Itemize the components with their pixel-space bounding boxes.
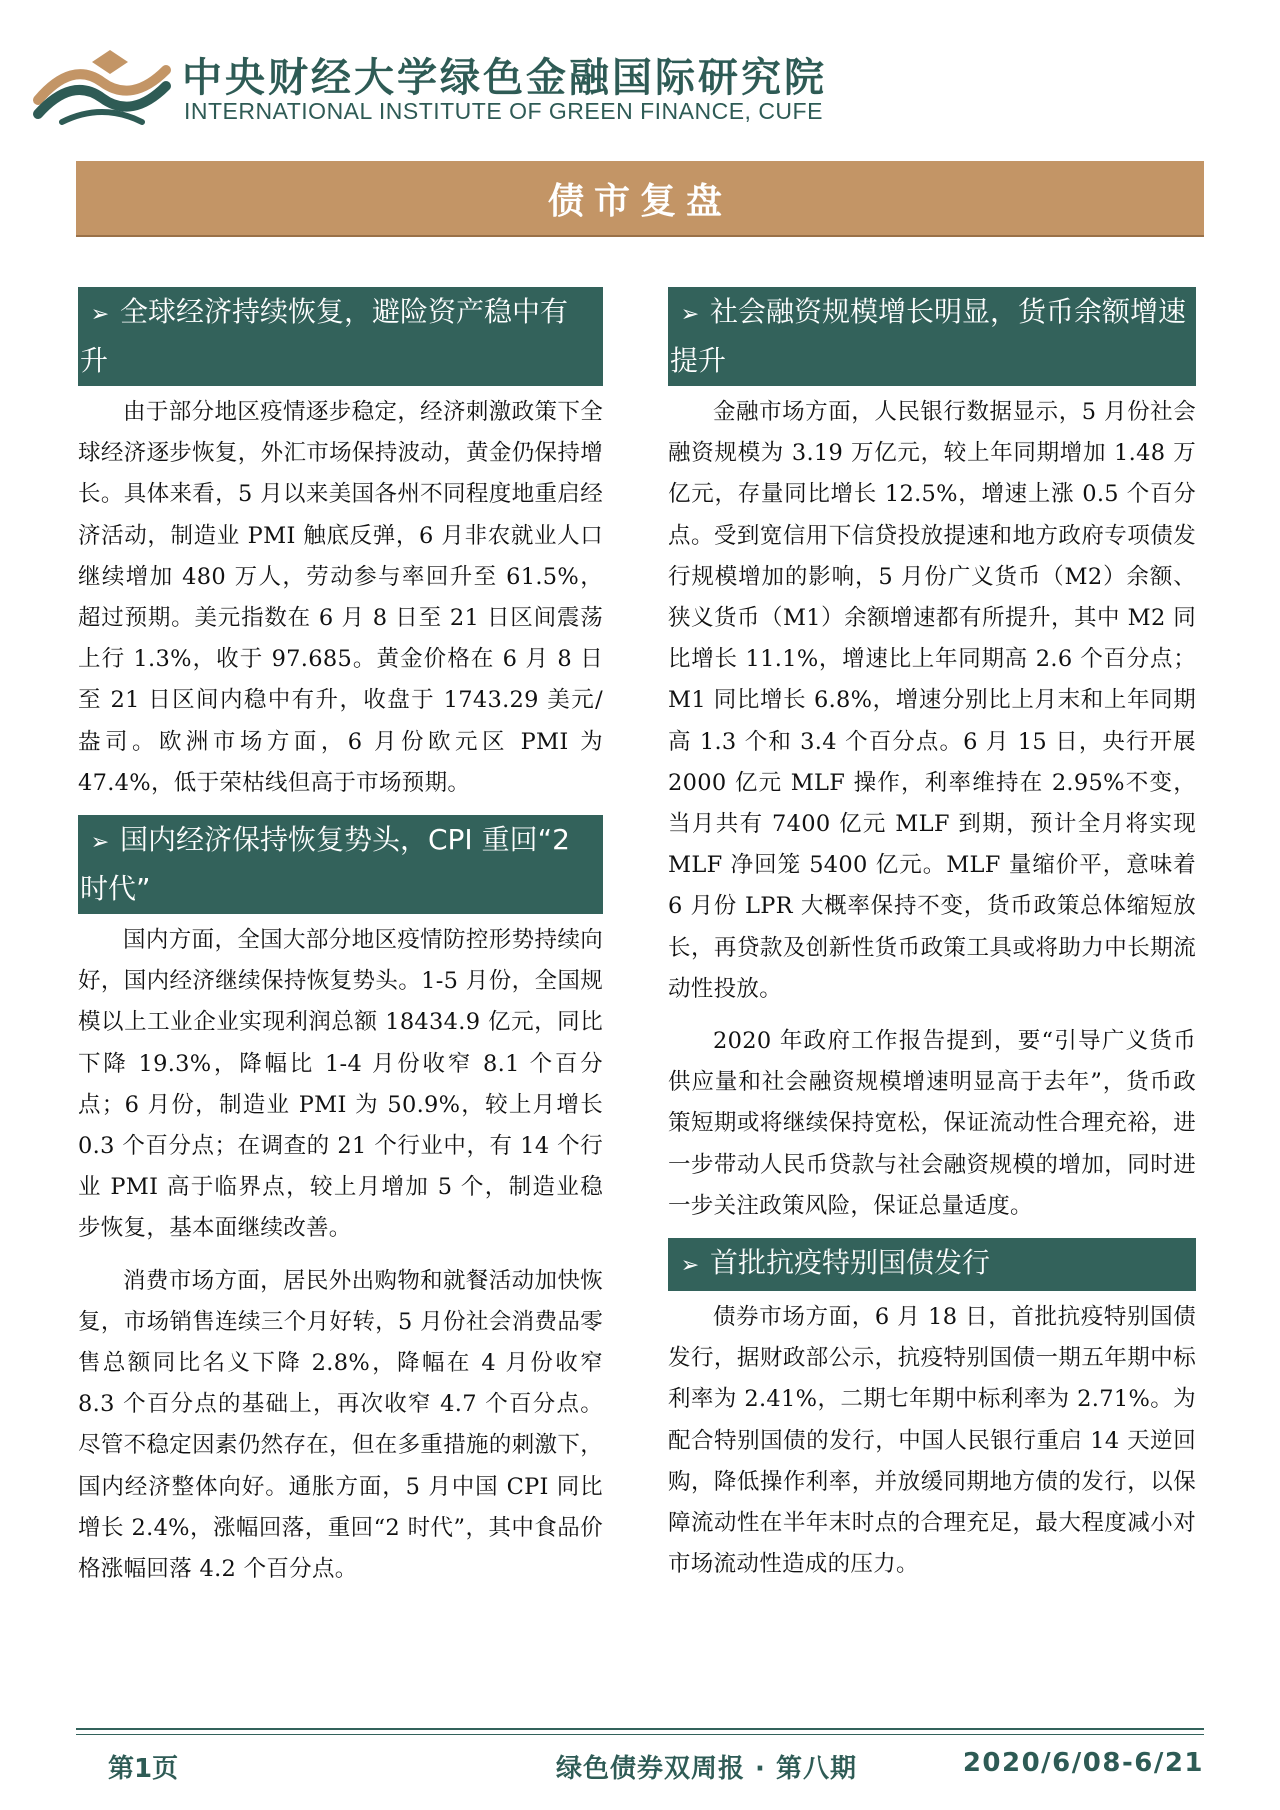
section-heading-social-financing: [668, 287, 1196, 386]
section-heading-text: 全球经济持续恢复，避险资产稳中有升: [80, 295, 569, 377]
paragraph: 国内方面，全国大部分地区疫情防控形势持续向好，国内经济继续保持恢复势头。1-5 月份，全国规模以上工业企业实现利润总额 18434.9 亿元，同比下降 19.3%，降幅比 1-4 月份收窄 8.1 个百分点；6 月份，制造业 PMI 为 50.9%，较上月增长 0.3 个百分点；在调查的 21 个行业中，有 14 个行业 PMI 高于临界点，较上月增加 5 个，制造业稳步恢复，基本面继续改善。: [78, 927, 603, 1242]
left-column: [78, 287, 603, 1601]
section-heading-text: 社会融资规模增长明显，货币余额增速提升: [670, 295, 1187, 377]
footer: [108, 1748, 1204, 1788]
arrow-bullet-icon: ➢: [680, 1253, 700, 1279]
arrow-bullet-icon: ➢: [90, 302, 110, 327]
footer-divider: [76, 1728, 1204, 1730]
arrow-bullet-icon: ➢: [680, 302, 700, 327]
section-heading-text: 首批抗疫特别国债发行: [710, 1246, 991, 1280]
org-name-cn: 中央财经大学绿色金融国际研究院: [182, 55, 827, 101]
paragraph: 债券市场方面，6 月 18 日，首批抗疫特别国债发行，据财政部公示，抗疫特别国债一期五年期中标利率为 2.41%，二期七年期中标利率为 2.71%。为配合特别国债的发行，中国人民银行重启 14 天逆回购，降低操作利率，并放缓同期地方债的发行，以保障流动性在半年末时点的合理充足，最大程度减小对市场流动性造成的压力。: [668, 1304, 1196, 1578]
paragraph: 金融市场方面，人民银行数据显示，5 月份社会融资规模为 3.19 万亿元，较上年同期增加 1.48 万亿元，存量同比增长 12.5%，增速上涨 0.5 个百分点。受到宽信用下信贷投放提速和地方政府专项债发行规模增加的影响，5 月份广义货币（M2）余额、狭义货币（M1）余额增速都有所提升，其中 M2 同比增长 11.1%，增速比上年同期高 2.6 个百分点；M1 同比增长 6.8%，增速分别比上月末和上年同期高 1.3 个和 3.4 个百分点。6 月 15 日，央行开展 2000 亿元 MLF 操作，利率维持在 2.95%不变，当月共有 7400 亿元 MLF 到期，预计全月将实现 MLF 净回笼 5400 亿元。MLF 量缩价平，意味着 6 月份 LPR 大概率保持不变，货币政策总体缩短放长，再贷款及创新性货币政策工具或将助力中长期流动性投放。: [668, 399, 1196, 1002]
header: [32, 42, 832, 132]
page-number: 第1页: [108, 1754, 179, 1784]
right-column: [668, 287, 1196, 1596]
paragraph: 2020 年政府工作报告提到，要“引导广义货币供应量和社会融资规模增速明显高于去年”，货币政策短期或将继续保持宽松，保证流动性合理充裕，进一步带动人民币贷款与社会融资规模的增加，同时进一步关注政策风险，保证总量适度。: [668, 1028, 1196, 1219]
paragraph: 由于部分地区疫情逐步稳定，经济刺激政策下全球经济逐步恢复，外汇市场保持波动，黄金仍保持增长。具体来看，5 月以来美国各州不同程度地重启经济活动，制造业 PMI 触底反弹，6 月非农就业人口继续增加 480 万人，劳动参与率回升至 61.5%，超过预期。美元指数在 6 月 8 日至 21 日区间震荡上行 1.3%，收于 97.685。黄金价格在 6 月 8 日至 21 日区间内稳中有升，收盘于 1743.29 美元/盎司。欧洲市场方面，6 月份欧元区 PMI 为 47.4%，低于荣枯线但高于市场预期。: [78, 399, 603, 796]
section-heading-domestic-economy: [78, 815, 603, 914]
paragraph: 消费市场方面，居民外出购物和就餐活动加快恢复，市场销售连续三个月好转，5 月份社会消费品零售总额同比名义下降 2.8%，降幅在 4 月份收窄 8.3 个百分点的基础上，再次收窄 4.7 个百分点。尽管不稳定因素仍然存在，但在多重措施的刺激下，国内经济整体向好。通胀方面，5 月中国 CPI 同比增长 2.4%，涨幅回落，重回“2 时代”，其中食品价格涨幅回落 4.2 个百分点。: [78, 1267, 603, 1583]
section-heading-global-economy: [78, 287, 603, 386]
iigf-logo-icon: [32, 42, 172, 132]
publication-issue: 绿色债券双周报 · 第八期: [556, 1754, 857, 1784]
section-heading-text: 国内经济保持恢复势头，CPI 重回“2 时代”: [80, 823, 570, 906]
section-heading-special-bonds: [668, 1238, 1196, 1291]
footer-divider: [76, 1734, 1204, 1735]
page-title-bar: [76, 161, 1204, 237]
page-title: 债市复盘: [547, 180, 732, 222]
arrow-bullet-icon: ➢: [90, 830, 110, 856]
org-name-en: INTERNATIONAL INSTITUTE OF GREEN FINANCE, CUFE: [184, 98, 823, 124]
publication-date-range: 2020/6/08-6/21: [962, 1748, 1204, 1778]
